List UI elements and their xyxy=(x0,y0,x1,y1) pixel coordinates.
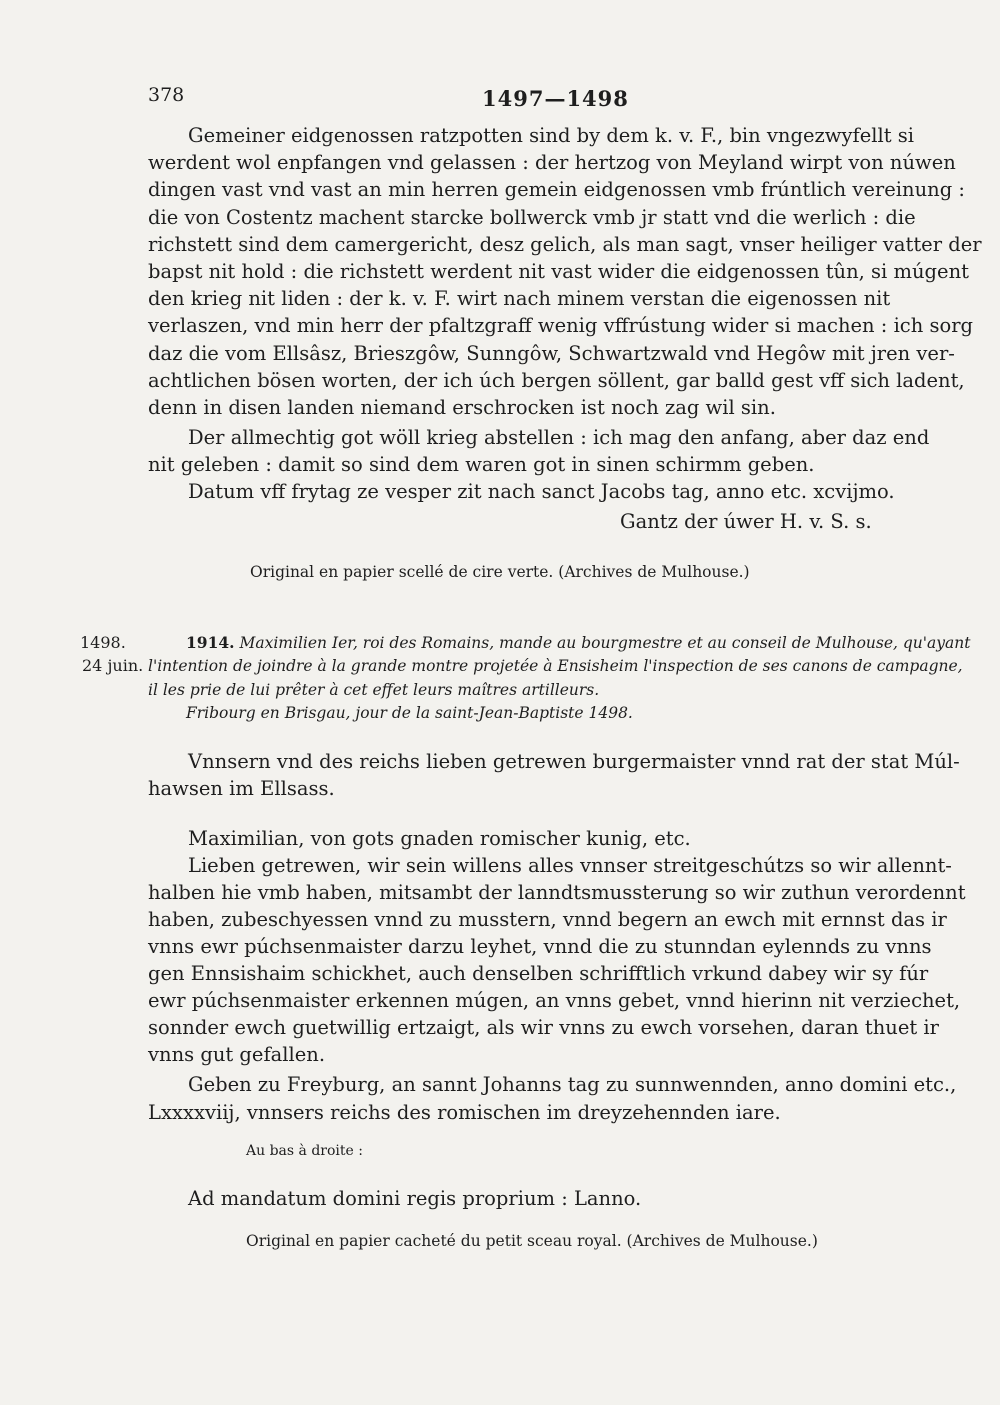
letter1-line: werdent wol enpfangen vnd gelassen : der hertzog von Meyland wirpt von núwen xyxy=(148,151,956,174)
letter1-line: den krieg nit liden : der k. v. F. wirt nach minem verstan die eigenossen nit xyxy=(148,287,891,310)
royal-mandate: Ad mandatum domini regis proprium : Lanno. xyxy=(188,1187,642,1210)
entry-number: 1914. xyxy=(186,633,235,652)
letter1-line: die von Costentz machent starcke bollwerck vmb jr statt vnd die werlich : die xyxy=(148,206,916,229)
letter1-line: verlaszen, vnd min herr der pfaltzgraff wenig vffrústung wider si machen : ich sorg xyxy=(148,314,974,337)
letter2-body-line: sonnder ewch guetwillig ertzaigt, als wir vnns zu ewch vorsehen, daran thuet ir xyxy=(148,1016,939,1039)
letter2-body-line: ewr púchsenmaister erkennen múgen, an vnns gebet, vnnd hierinn nit verziechet, xyxy=(148,989,961,1012)
running-head: 1497—1498 xyxy=(482,86,629,111)
letter1-line: Der allmechtig got wöll krieg abstellen : ich mag den anfang, aber daz end xyxy=(188,426,930,449)
letter1-source-note: Original en papier scellé de cire verte. (Archives de Mulhouse.) xyxy=(250,563,750,581)
letter2-body-line: haben, zubeschyessen vnnd zu musstern, vnnd begern an ewch mit ernnst das ir xyxy=(148,908,947,931)
letter2-closing-line: Lxxxxviij, vnnsers reichs des romischen im dreyzehennden iare. xyxy=(148,1101,781,1124)
letter2-address-line: hawsen im Ellsass. xyxy=(148,777,335,800)
letter1-dateline: Datum vff frytag ze vesper zit nach sanct Jacobs tag, anno etc. xcvijmo. xyxy=(188,480,895,503)
letter2-closing-line: Geben zu Freyburg, an sannt Johanns tag zu sunnwennden, anno domini etc., xyxy=(188,1073,957,1096)
letter2-body-line: vnns ewr púchsenmaister darzu leyhet, vnnd die zu stunndan eylennds zu vnns xyxy=(148,935,932,958)
letter2-source-note: Original en papier cacheté du petit sceau royal. (Archives de Mulhouse.) xyxy=(246,1232,818,1250)
letter2-salutation: Maximilian, von gots gnaden romischer kunig, etc. xyxy=(188,827,691,850)
letter1-signature: Gantz der úwer H. v. S. s. xyxy=(620,510,872,533)
letter1-line: Gemeiner eidgenossen ratzpotten sind by dem k. v. F., bin vngezwyfellt si xyxy=(188,124,915,147)
letter2-body-line: Lieben getrewen, wir sein willens alles vnnser streitgeschútzs so wir allennt- xyxy=(188,854,952,877)
letter1-line: dingen vast vnd vast an min herren gemein eidgenossen vmb frúntlich vereinung : xyxy=(148,178,965,201)
margin-date: 24 juin. xyxy=(82,656,144,675)
entry-place-date: Fribourg en Brisgau, jour de la saint-Jean-Baptiste 1498. xyxy=(186,704,633,722)
letter1-line: bapst nit hold : die richstett werdent nit vast wider die eidgenossen tûn, si múgent xyxy=(148,260,969,283)
bottom-right-note: Au bas à droite : xyxy=(246,1143,363,1159)
entry-summary-text: Maximilien Ier, roi des Romains, mande au bourgmestre et au conseil de Mulhouse, qu'ayant xyxy=(239,634,971,652)
letter2-address-line: Vnnsern vnd des reichs lieben getrewen burgermaister vnnd rat der stat Múl- xyxy=(188,750,960,773)
letter1-line: nit geleben : damit so sind dem waren got in sinen schirmm geben. xyxy=(148,453,815,476)
entry-summary-line: il les prie de lui prêter à cet effet leurs maîtres artilleurs. xyxy=(148,681,600,699)
letter2-body-line: halben hie vmb haben, mitsambt der lanndtsmussterung so wir zuthun verordennt xyxy=(148,881,966,904)
margin-year: 1498. xyxy=(80,633,126,652)
letter2-body-line: vnns gut gefallen. xyxy=(148,1043,326,1066)
letter1-line: denn in disen landen niemand erschrocken ist noch zag wil sin. xyxy=(148,396,776,419)
letter1-line: achtlichen bösen worten, der ich úch bergen söllent, gar balld gest vff sich ladent, xyxy=(148,369,965,392)
entry-summary-line: l'intention de joindre à la grande montre projetée à Ensisheim l'inspection de ses canons de campagne, xyxy=(148,657,963,675)
entry-summary-line xyxy=(186,633,971,652)
letter1-line: richstett sind dem camergericht, desz gelich, als man sagt, vnser heiliger vatter der xyxy=(148,233,982,256)
page-number: 378 xyxy=(148,84,185,106)
letter1-line: daz die vom Ellsâsz, Brieszgôw, Sunngôw, Schwartzwald vnd Hegôw mit jren ver- xyxy=(148,342,955,365)
letter2-body-line: gen Ennsishaim schickhet, auch denselben schrifftlich vrkund dabey wir sy fúr xyxy=(148,962,929,985)
